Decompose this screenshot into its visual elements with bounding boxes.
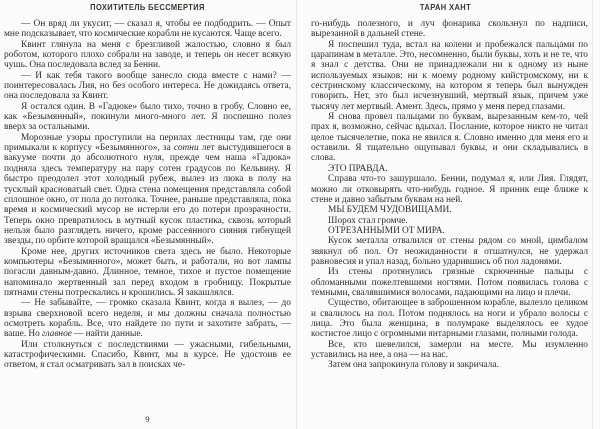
paragraph <box>311 205 588 215</box>
paragraph <box>4 133 291 247</box>
paragraph <box>311 164 588 174</box>
body-text: — И как тебя такого вообще занесло сюда вместе с нами? — поинтересовалась Лия, но без особого интереса. Не дожидаясь ответа, она последовала за Квинт. <box>4 70 291 102</box>
paragraph <box>311 236 588 267</box>
body-text: МЫ БУДЕМ ЧУДОВИЩАМИ. <box>328 205 452 216</box>
body-text: Я поспешил туда, встал на колени и пробежался пальцами по царапинам в металле. Это, несомненно, были буквы, хоть и не те, что я знал с детства. Они не принадлежали ни к одному из ныне используемых языков: ни к моему родному кийстромскому, ни к сестринскому классическому, на котором я теперь был вынужден говорить. Нет, это был исчезнувший, мертвый язык, причем уже тысячу лет мертвый. Амент. Здесь, прямо у меня перед глазами. <box>311 39 588 112</box>
paragraph <box>4 19 291 40</box>
body-text: Затем она запрокинула голову и закричала. <box>328 360 499 371</box>
paragraph <box>311 298 588 339</box>
body-text: Существо, обитающее в заброшенном корабле, вылезло целиком и свалилось на пол. Потом поднялось на ноги и убрало волосы с лица. Это была женщина, в полумраке выделялось ее худое костистое лицо с огромными янтарными глазами, полными голода. <box>311 298 588 340</box>
body-text: Я снова провел пальцами по буквам, вырезанным кем-то, чей прах я, возможно, сейчас вдыхал. Послание, которое никто не читал целое тысячелетие, пока не явился я. Словно именно для меня его и оставили. Я тщательно ощупывал буквы, и они складывались в слова. <box>311 112 588 164</box>
paragraph <box>311 226 588 236</box>
body-text: го-нибудь полезного, и луч фонарика скользнул по надписи, вырезанной в дальней стене. <box>311 19 588 40</box>
paragraph <box>311 216 588 226</box>
right-page <box>297 0 592 429</box>
paragraph <box>311 360 588 370</box>
body-text: Я остался один. В «Гадюке» было тихо, точно в гробу. Словно ее, как «Безымянный», покинули много-много лет. Я поспешно полез вверх за остальными. <box>4 101 291 133</box>
body-text: Шорох стал громче. <box>328 215 408 226</box>
body-text: лет выстудившегося в вакууме почти до абсолютного нуля, прежде чем наша «Гадюка» подняла здесь температуру на пару сотен градусов по Кельвину. Я быстро преодолел этот холодный рубеж, вылез из люка в полу на тусклый красноватый свет. Одна стена помещения представляла собой сплошное окно, от пола до потолка. Точнее, раньше представляла, пока время и космический мусор не истерли его до потери прозрачности. Теперь окно превратилось в мутный кусок пластика, сквозь который нельзя было разглядеть ничего, кроме рассеянного сияния гибнущей звезды, по орбите которой вращался «Безымянный». <box>4 143 291 247</box>
body-text: Все, кто шевелился, замерли на месте. Мы изумленно уставились на нее, а она — на нас. <box>311 339 588 360</box>
emphasized-text: сотни <box>173 143 199 154</box>
body-text: Кроме нее, других источников света здесь не было. Некоторые компьютеры «Безымянного», может быть, и работали, но вот лампы погасли давным-давно. Длинное, темное, тихое и пустое помещение напоминало жертвенный зал перед входом в гробницу. Покрытые пятнами стены потрескались и крошились. Я закашлялся. <box>4 246 291 298</box>
body-text: — Он вряд ли укусит, — сказал я, чтобы ее подбодрить. — Опыт мне подсказывает, что космические корабли не кусаются. Чаще всего. <box>4 19 291 40</box>
body-text: Или столкнуться с последствиями — ужасными, гибельными, катастрофическими. Спасибо, Квинт, мы в курсе. Не удостоив ее ответом, я стал осматривать зал в поисках че- <box>4 339 291 371</box>
running-header-book-title: ПОХИТИТЕЛЬ БЕССМЕРТИЯ <box>90 2 205 13</box>
emphasized-text: главное <box>41 329 72 340</box>
body-text: — Не забывайте, — громко сказала Квинт, когда я вылез, — до взрыва сверхновой всего неделя, и мы должны сначала полностью осмотреть корабль. Все, что найдете по пути и захотите забрать, — ваше. Но <box>4 298 291 340</box>
paragraph <box>4 340 291 371</box>
body-text: — найти данные. <box>71 329 143 340</box>
paragraph <box>4 40 291 71</box>
paragraph <box>4 71 291 102</box>
body-text: Справа что-то зашуршало. Бенни, подумал я, или Лия. Глядят, можно ли отковырять что-нибудь годное. Я приник еще ближе к стене и давно забытым буквам на ней. <box>311 174 588 205</box>
paragraph <box>311 174 588 205</box>
page-number: 9 <box>145 414 150 424</box>
body-text: ОТРЕЗАННЫМИ ОТ МИРА. <box>328 225 445 236</box>
left-page <box>0 0 296 429</box>
paragraph <box>4 102 291 133</box>
page-edge-line <box>592 0 593 429</box>
paragraph <box>311 267 588 298</box>
paragraph <box>311 40 588 112</box>
running-header-author-name: ТАРАН ХАНТ <box>419 2 472 13</box>
left-page-body <box>4 19 291 413</box>
body-text: ЭТО ПРАВДА. <box>328 163 388 174</box>
paragraph <box>4 298 291 339</box>
paragraph <box>4 247 291 299</box>
body-text: Кусок металла отвалился от стены рядом со мной, цимбалом звякнул об пол. От неожиданности я отшатнулся, не удержал равновесия и упал назад, больно ударившись об пол ладонями. <box>311 236 588 267</box>
body-text: Морозные узоры проступили на перилах лестницы там, где они примыкали к корпусу «Безымянного», за <box>4 132 291 154</box>
paragraph <box>311 19 588 40</box>
body-text: Из стены протянулись грязные скрюченные пальцы с обломанными пожелтевшими ногтями. Потом появилась голова с темными, свалявшимися волосами, падающими на лицо и плечи. <box>311 267 588 298</box>
paragraph <box>311 112 588 164</box>
body-text: Квинт глянула на меня с брезгливой жалостью, словно я был роботом, которого плохо собрали на заводе, и теперь он несет всякую чушь. Она последовала вслед за Бенни. <box>4 39 291 71</box>
right-page-body <box>311 19 588 415</box>
paragraph <box>311 340 588 361</box>
